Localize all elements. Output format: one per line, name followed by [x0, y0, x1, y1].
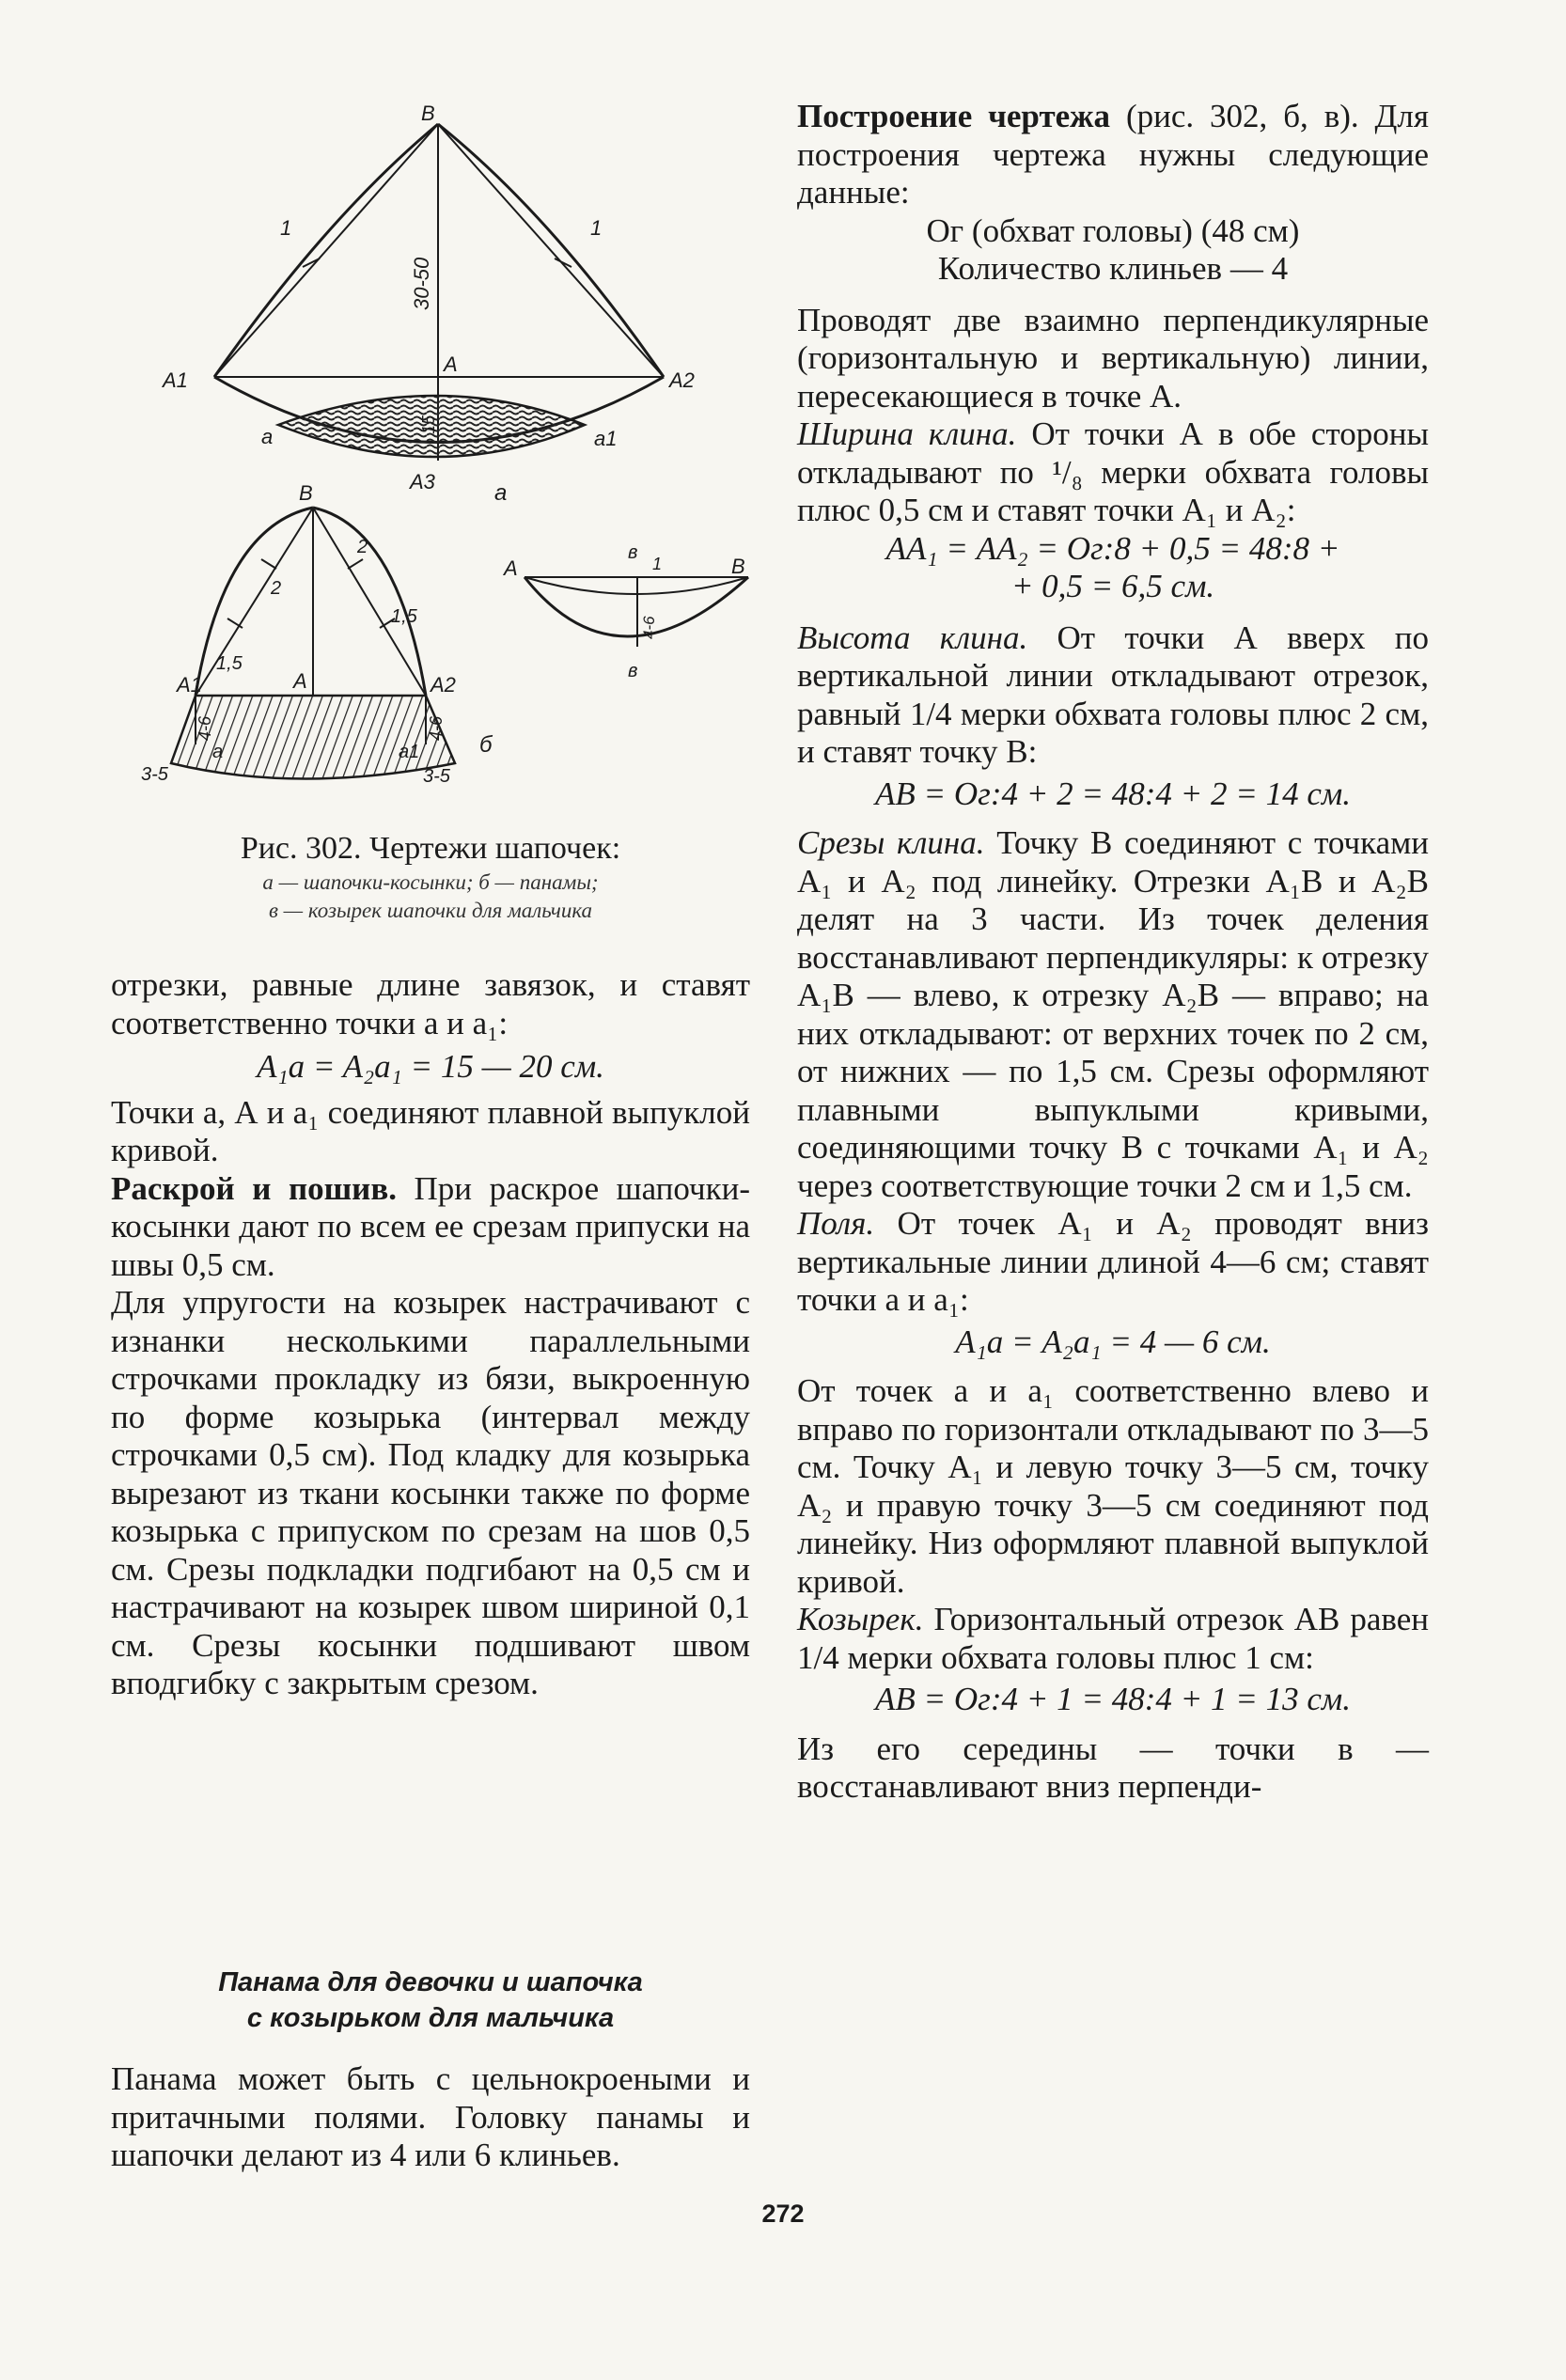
label-a-a1: a1	[594, 427, 618, 450]
right-heading-paragraph	[797, 98, 1429, 212]
left-paragraph-4: Для упругости на козырек настрачивают с изнанки несколькими параллельными строчками прокладку из бязи, выкроенную по форме козырька (интервал между строчками 0,5 см). Под кладку для козырька вырезают из ткани косынки также по форме козырька с припуском по срезам на шов 0,5 см. Срезы подкладки подгибают на 0,5 см и настрачивают на козырек швом шириной 0,1 см. Срезы косынки подшивают швом вподгибку с закрытым срезом.	[111, 1284, 750, 1701]
label-b-m2-left: 2	[271, 578, 282, 599]
label-b-h46-left: 4-6	[196, 715, 214, 741]
right-paragraph-1: Проводят две взаимно перпендикулярные (горизонтальную и вертикальную) линии, пересекающиеся в точке А.	[797, 301, 1429, 415]
label-c-B: В	[731, 555, 745, 578]
label-c-m1: 1	[652, 555, 663, 573]
right-p2-text: От точки А в обе стороны откладывают по ¹/₈ мерки обхвата головы плюс 0,5 см и ставят точки А₁ и А₂:	[797, 415, 1429, 528]
right-column-text	[797, 98, 1429, 1807]
right-formula-2: АВ = Ог:4 + 2 = 48:4 + 2 = 14 см.	[875, 775, 1351, 812]
right-paragraph-5	[797, 1205, 1429, 1320]
right-data-2: Количество клиньев — 4	[937, 250, 1289, 287]
right-formula-3: А₁а = А₂а₁ = 4 — 6 см.	[955, 1323, 1271, 1360]
right-paragraph-4	[797, 824, 1429, 1205]
left-formula-1: A₁a = A₂a₁ = 15 — 20 см.	[257, 1048, 604, 1085]
left-column-text-bottom	[111, 2060, 750, 2175]
label-c-A: A	[504, 556, 518, 580]
drawing-a-kerchief	[214, 124, 664, 461]
right-formula-1a: АА₁ = АА₂ = Ог:8 + 0,5 = 48:8 +	[885, 529, 1340, 567]
label-b-m2: 2	[357, 537, 368, 557]
left-p3-text: При раскрое шапочки-косынки дают по всем ее срезам припуски на швы 0,5 см.	[111, 1169, 750, 1283]
left-paragraph-5: Панама может быть с цельнокроеными и притачными полями. Головку панамы и шапочки делают из 4 или 6 клиньев.	[111, 2060, 750, 2173]
page-number: 272	[761, 2200, 805, 2228]
right-formula-4: АВ = Ог:4 + 1 = 48:4 + 1 = 13 см.	[875, 1681, 1351, 1717]
right-p4-italic: Срезы клина.	[797, 824, 985, 861]
label-b-r35-right: 3-5	[423, 766, 450, 787]
right-heading-text: (рис. 302, б, в). Для построения чертежа нужны следующие данные:	[797, 98, 1429, 211]
label-b-a1: a1	[399, 742, 420, 762]
right-data-1: Ог (обхват головы) (48 см)	[926, 211, 1300, 249]
caption-title: Рис. 302. Чертежи шапочек:	[240, 831, 621, 866]
label-c-v-bottom: в	[628, 661, 638, 681]
label-b-A1: A1	[177, 673, 202, 697]
left-paragraph-2: Точки а, А и а₁ соединяют плавной выпуклой кривой.	[111, 1093, 750, 1168]
right-p2-italic: Ширина клина.	[797, 415, 1017, 452]
section-heading	[111, 1965, 750, 2036]
right-p7-italic: Козырек.	[797, 1601, 924, 1637]
label-b-r35-left: 3-5	[141, 764, 168, 785]
right-paragraph-7	[797, 1601, 1429, 1677]
right-p5-italic: Поля.	[797, 1205, 875, 1242]
left-column-text	[111, 966, 750, 1703]
label-b-h46-right: 4-6	[427, 715, 446, 741]
label-a-sub: а	[494, 480, 508, 506]
left-p3-bold: Раскрой и пошив.	[111, 1169, 397, 1207]
left-paragraph-1: отрезки, равные длине завязок, и ставят соответственно точки а и а₁:	[111, 966, 750, 1041]
label-b-B: В	[299, 481, 313, 505]
section-heading-line-2: с козырьком для мальчика	[246, 2003, 615, 2033]
label-b-sub: б	[479, 732, 493, 758]
label-a-A: A	[444, 352, 458, 376]
label-b-a: a	[212, 742, 224, 762]
label-a-dim2: 15	[419, 415, 438, 434]
label-a-A3: A3	[410, 470, 435, 493]
figure-caption	[111, 829, 750, 925]
label-a-a: a	[261, 425, 274, 448]
right-paragraph-8: Из его середины — точки в — восстанавливают вниз перпенди-	[797, 1730, 1429, 1805]
label-a-mark1-left: 1	[280, 216, 292, 240]
right-p7-text: Горизонтальный отрезок АВ равен 1/4 мерки обхвата головы плюс 1 см:	[797, 1601, 1429, 1676]
label-a-B: В	[421, 102, 435, 125]
label-b-A2: A2	[431, 673, 456, 697]
drawing-c-visor	[525, 577, 748, 647]
label-b-m15-left: 1,5	[216, 653, 243, 674]
label-b-m15: 1,5	[391, 606, 417, 627]
section-heading-line-1: Панама для девочки и шапочка	[218, 1967, 643, 1997]
label-c-h46: 4-6	[640, 616, 658, 639]
caption-line-2: в — козырек шапочки для мальчика	[268, 899, 593, 922]
right-formula-1b: + 0,5 = 6,5 см.	[1010, 568, 1215, 604]
label-a-mark1-right: 1	[590, 216, 603, 240]
label-b-A: A	[293, 669, 307, 693]
right-p4-text: Точку В соединяют с точками А₁ и А₂ под линейку. Отрезки А₁В и А₂В делят на 3 части. Из точек деления восстанавливают перпендикуляры: к отрезку А₁В — влево, к отрезку А₂В — вправо; на них откладывают: от верхних точек по 2 см, от нижних — по 1,5 см. Срезы оформляют плавными выпуклыми кривыми, соединяющими точку В с точками А₁ и А₂ через соответствующие точки 2 см и 1,5 см.	[797, 824, 1429, 1204]
caption-line-1: а — шапочки-косынки; б — панамы;	[262, 870, 599, 894]
label-a-A2: A2	[669, 368, 695, 392]
right-paragraph-3	[797, 619, 1429, 772]
pattern-drawings-figure	[111, 94, 750, 827]
label-a-dim: 30-50	[410, 257, 433, 310]
left-paragraph-3	[111, 1170, 750, 1285]
right-p3-text: От точки А вверх по вертикальной линии откладывают отрезок, равный 1/4 мерки обхвата головы плюс 2 см, и ставят точку В:	[797, 618, 1429, 770]
label-c-v-top: в	[628, 542, 638, 563]
right-p3-italic: Высота клина.	[797, 618, 1028, 656]
right-p5-text: От точек А₁ и А₂ проводят вниз вертикальные линии длиной 4—6 см; ставят точки а и а₁:	[797, 1205, 1429, 1318]
right-heading-bold: Построение чертежа	[797, 98, 1111, 134]
right-paragraph-2	[797, 415, 1429, 530]
right-paragraph-6: От точек а и а₁ соответственно влево и вправо по горизонтали откладывают по 3—5 см. Точку А₁ и левую точку 3—5 см, точку А₂ и правую точку 3—5 см соединяют под линейку. Низ оформляют плавной выпуклой кривой.	[797, 1372, 1429, 1600]
label-a-A1: A1	[163, 368, 188, 392]
